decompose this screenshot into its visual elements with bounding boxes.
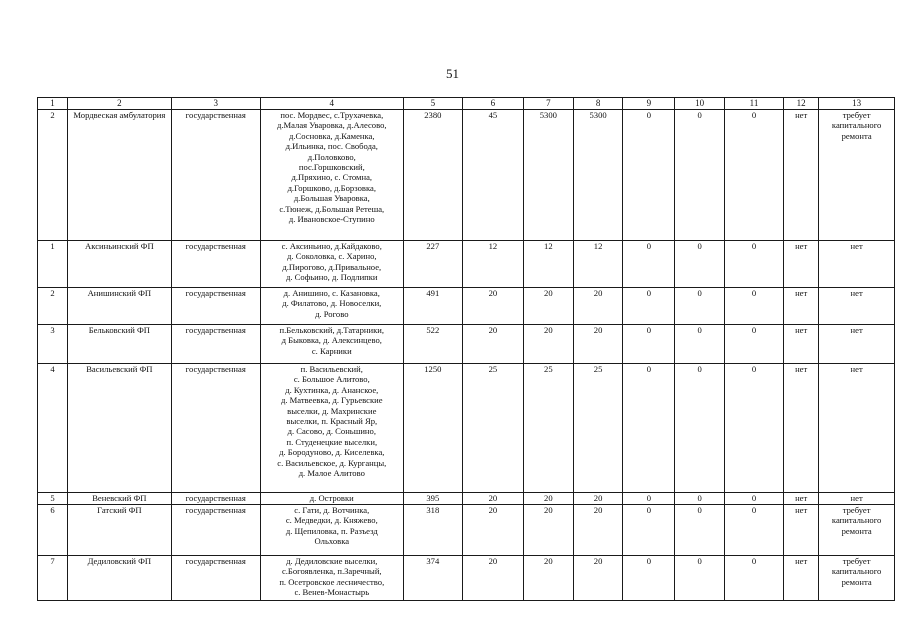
locality-line: д.Ильинка, пос. Свобода, bbox=[285, 141, 378, 152]
value-col-5: 227 bbox=[403, 241, 462, 288]
locality-line: выселки, п. Красный Яр, bbox=[286, 416, 378, 427]
condition-status: нет bbox=[819, 493, 895, 505]
value-col-10: 0 bbox=[675, 288, 725, 325]
column-header: 4 bbox=[260, 98, 403, 110]
locality-line: д. Бородуново, д. Киселевка, bbox=[279, 447, 385, 458]
row-number: 2 bbox=[38, 110, 68, 241]
value-col-9: 0 bbox=[623, 493, 675, 505]
locality-line: п. Осетровское лесничество, bbox=[279, 576, 385, 587]
ownership-type: государственная bbox=[171, 556, 260, 601]
column-header: 13 bbox=[819, 98, 895, 110]
value-col-8: 5300 bbox=[573, 110, 623, 241]
locality-line: д. Софьино, д. Подлипки bbox=[286, 272, 378, 283]
value-col-6: 20 bbox=[462, 325, 523, 364]
value-col-5: 1250 bbox=[403, 364, 462, 493]
facility-name: Веневский ФП bbox=[68, 493, 172, 505]
locality-line: д. Филатово, д. Новоселки, bbox=[282, 298, 382, 309]
condition-status: нет bbox=[819, 325, 895, 364]
value-col-6: 20 bbox=[462, 505, 523, 556]
locality-line: Ольховка bbox=[314, 536, 350, 547]
value-col-9: 0 bbox=[623, 505, 675, 556]
value-col-9: 0 bbox=[623, 556, 675, 601]
facility-name: Мордвеская амбулатория bbox=[68, 110, 172, 241]
column-header: 8 bbox=[573, 98, 623, 110]
value-col-11: 0 bbox=[724, 364, 783, 493]
facility-name: Васильевский ФП bbox=[68, 364, 172, 493]
value-col-6: 20 bbox=[462, 288, 523, 325]
value-col-11: 0 bbox=[724, 241, 783, 288]
locality-line: д.Горшково, д.Борзовка, bbox=[287, 182, 376, 193]
ownership-type: государственная bbox=[171, 241, 260, 288]
table-row bbox=[38, 556, 895, 601]
value-col-12: нет bbox=[784, 556, 819, 601]
value-col-5: 395 bbox=[403, 493, 462, 505]
facility-name: Анишинский ФП bbox=[68, 288, 172, 325]
locality-line: с. Карники bbox=[311, 345, 352, 356]
value-col-6: 20 bbox=[462, 493, 523, 505]
value-col-8: 20 bbox=[573, 493, 623, 505]
value-col-10: 0 bbox=[675, 505, 725, 556]
value-col-10: 0 bbox=[675, 556, 725, 601]
column-header: 6 bbox=[462, 98, 523, 110]
locality-line: с. Медведки, д. Княжево, bbox=[285, 515, 378, 526]
condition-status: нет bbox=[819, 364, 895, 493]
row-number: 4 bbox=[38, 364, 68, 493]
served-localities bbox=[260, 505, 403, 556]
value-col-8: 25 bbox=[573, 364, 623, 493]
value-col-9: 0 bbox=[623, 364, 675, 493]
value-col-7: 5300 bbox=[523, 110, 573, 241]
value-col-12: нет bbox=[784, 364, 819, 493]
facility-name: Дедиловский ФП bbox=[68, 556, 172, 601]
value-col-5: 318 bbox=[403, 505, 462, 556]
ownership-type: государственная bbox=[171, 364, 260, 493]
facilities-table bbox=[37, 97, 895, 601]
condition-status: нет bbox=[819, 288, 895, 325]
served-localities bbox=[260, 241, 403, 288]
locality-line: д. Матвеевка, д. Гурьевские bbox=[281, 395, 383, 406]
locality-line: д. Ивановское-Ступино bbox=[288, 214, 375, 225]
value-col-10: 0 bbox=[675, 110, 725, 241]
value-col-8: 12 bbox=[573, 241, 623, 288]
locality-line: д. Анишино, с. Казановка, bbox=[283, 288, 380, 298]
locality-line: д. Островки bbox=[309, 493, 354, 503]
ownership-type: государственная bbox=[171, 505, 260, 556]
served-localities bbox=[260, 364, 403, 493]
table-row bbox=[38, 364, 895, 493]
locality-line: с. Васильевское, д. Курганцы, bbox=[277, 457, 387, 468]
header-row bbox=[38, 98, 895, 110]
value-col-12: нет bbox=[784, 493, 819, 505]
value-col-11: 0 bbox=[724, 288, 783, 325]
value-col-10: 0 bbox=[675, 493, 725, 505]
value-col-7: 20 bbox=[523, 288, 573, 325]
locality-line: д. Кухтинка, д. Ананское, bbox=[285, 384, 379, 395]
value-col-11: 0 bbox=[724, 556, 783, 601]
table-row bbox=[38, 505, 895, 556]
condition-status: требует капитального ремонта bbox=[819, 505, 895, 556]
value-col-12: нет bbox=[784, 325, 819, 364]
locality-line: д. Дедиловские выселки, bbox=[286, 556, 378, 566]
locality-line: выселки, д. Махринские bbox=[287, 405, 377, 416]
value-col-8: 20 bbox=[573, 288, 623, 325]
value-col-11: 0 bbox=[724, 493, 783, 505]
served-localities bbox=[260, 110, 403, 241]
row-number: 1 bbox=[38, 241, 68, 288]
value-col-9: 0 bbox=[623, 110, 675, 241]
column-header: 5 bbox=[403, 98, 462, 110]
value-col-12: нет bbox=[784, 288, 819, 325]
column-header: 9 bbox=[623, 98, 675, 110]
table-row bbox=[38, 325, 895, 364]
value-col-9: 0 bbox=[623, 241, 675, 288]
value-col-8: 20 bbox=[573, 556, 623, 601]
value-col-10: 0 bbox=[675, 325, 725, 364]
locality-line: пос. Мордвес, с.Трухачевка, bbox=[280, 110, 384, 120]
column-header: 10 bbox=[675, 98, 725, 110]
locality-line: п.Бельковский, д.Татарники, bbox=[279, 325, 385, 335]
row-number: 5 bbox=[38, 493, 68, 505]
value-col-6: 25 bbox=[462, 364, 523, 493]
value-col-7: 20 bbox=[523, 493, 573, 505]
served-localities bbox=[260, 288, 403, 325]
value-col-10: 0 bbox=[675, 241, 725, 288]
page-number: 51 bbox=[446, 66, 459, 81]
value-col-7: 25 bbox=[523, 364, 573, 493]
locality-line: д. Щепиловка, п. Разъезд bbox=[285, 525, 378, 536]
value-col-8: 20 bbox=[573, 325, 623, 364]
locality-line: д Быковка, д. Алексинцево, bbox=[281, 335, 382, 346]
value-col-11: 0 bbox=[724, 110, 783, 241]
locality-line: д. Сасово, д. Соньшино, bbox=[287, 426, 376, 437]
locality-line: д. Соколовка, с. Харино, bbox=[287, 251, 377, 262]
locality-line: с. Венев-Монастырь bbox=[294, 587, 370, 598]
column-header: 3 bbox=[171, 98, 260, 110]
locality-line: д.Большая Уваровка, bbox=[293, 193, 370, 204]
locality-line: с. Большое Алитово, bbox=[293, 374, 370, 385]
value-col-9: 0 bbox=[623, 288, 675, 325]
locality-line: пос.Горшковский, bbox=[298, 162, 365, 173]
row-number: 7 bbox=[38, 556, 68, 601]
ownership-type: государственная bbox=[171, 110, 260, 241]
value-col-5: 2380 bbox=[403, 110, 462, 241]
value-col-11: 0 bbox=[724, 325, 783, 364]
value-col-12: нет bbox=[784, 241, 819, 288]
locality-line: д. Малое Алитово bbox=[298, 468, 365, 479]
table-row bbox=[38, 493, 895, 505]
value-col-5: 374 bbox=[403, 556, 462, 601]
value-col-8: 20 bbox=[573, 505, 623, 556]
row-number: 3 bbox=[38, 325, 68, 364]
locality-line: д. Рогово bbox=[315, 308, 349, 319]
locality-line: д.Сосновка, д.Каменка, bbox=[289, 130, 375, 141]
value-col-5: 491 bbox=[403, 288, 462, 325]
ownership-type: государственная bbox=[171, 288, 260, 325]
served-localities bbox=[260, 556, 403, 601]
column-header: 1 bbox=[38, 98, 68, 110]
locality-line: д.Половково, bbox=[307, 151, 356, 162]
value-col-6: 12 bbox=[462, 241, 523, 288]
locality-line: с. Гати, д. Вотчинка, bbox=[294, 505, 370, 515]
column-header: 12 bbox=[784, 98, 819, 110]
table-row bbox=[38, 241, 895, 288]
locality-line: с.Богоявленка, п.Заречный, bbox=[281, 566, 382, 577]
value-col-12: нет bbox=[784, 110, 819, 241]
value-col-9: 0 bbox=[623, 325, 675, 364]
column-header: 2 bbox=[68, 98, 172, 110]
value-col-7: 20 bbox=[523, 505, 573, 556]
value-col-12: нет bbox=[784, 505, 819, 556]
row-number: 6 bbox=[38, 505, 68, 556]
table-body bbox=[38, 98, 895, 601]
value-col-11: 0 bbox=[724, 505, 783, 556]
facility-name: Бельковский ФП bbox=[68, 325, 172, 364]
table-row bbox=[38, 110, 895, 241]
column-header: 11 bbox=[724, 98, 783, 110]
locality-line: с. Аксиньино, д.Кайдаково, bbox=[281, 241, 382, 251]
locality-line: д.Пряхино, с. Стомна, bbox=[291, 172, 373, 183]
condition-status: требует капитального ремонта bbox=[819, 110, 895, 241]
column-header: 7 bbox=[523, 98, 573, 110]
row-number: 2 bbox=[38, 288, 68, 325]
served-localities bbox=[260, 325, 403, 364]
served-localities bbox=[260, 493, 403, 505]
locality-line: п. Студенецкие выселки, bbox=[286, 436, 378, 447]
locality-line: д.Малая Уваровка, д.Алесово, bbox=[277, 120, 387, 131]
locality-line: п. Васильевский, bbox=[300, 364, 363, 374]
value-col-10: 0 bbox=[675, 364, 725, 493]
value-col-7: 20 bbox=[523, 556, 573, 601]
condition-status: нет bbox=[819, 241, 895, 288]
locality-line: с.Тюнеж, д.Большая Ретеша, bbox=[279, 203, 385, 214]
value-col-6: 45 bbox=[462, 110, 523, 241]
locality-line: д.Пирогово, д.Привальное, bbox=[282, 261, 382, 272]
value-col-7: 12 bbox=[523, 241, 573, 288]
value-col-5: 522 bbox=[403, 325, 462, 364]
ownership-type: государственная bbox=[171, 493, 260, 505]
value-col-6: 20 bbox=[462, 556, 523, 601]
ownership-type: государственная bbox=[171, 325, 260, 364]
facility-name: Гатский ФП bbox=[68, 505, 172, 556]
value-col-7: 20 bbox=[523, 325, 573, 364]
facility-name: Аксиньинский ФП bbox=[68, 241, 172, 288]
condition-status: требует капитального ремонта bbox=[819, 556, 895, 601]
table-row bbox=[38, 288, 895, 325]
